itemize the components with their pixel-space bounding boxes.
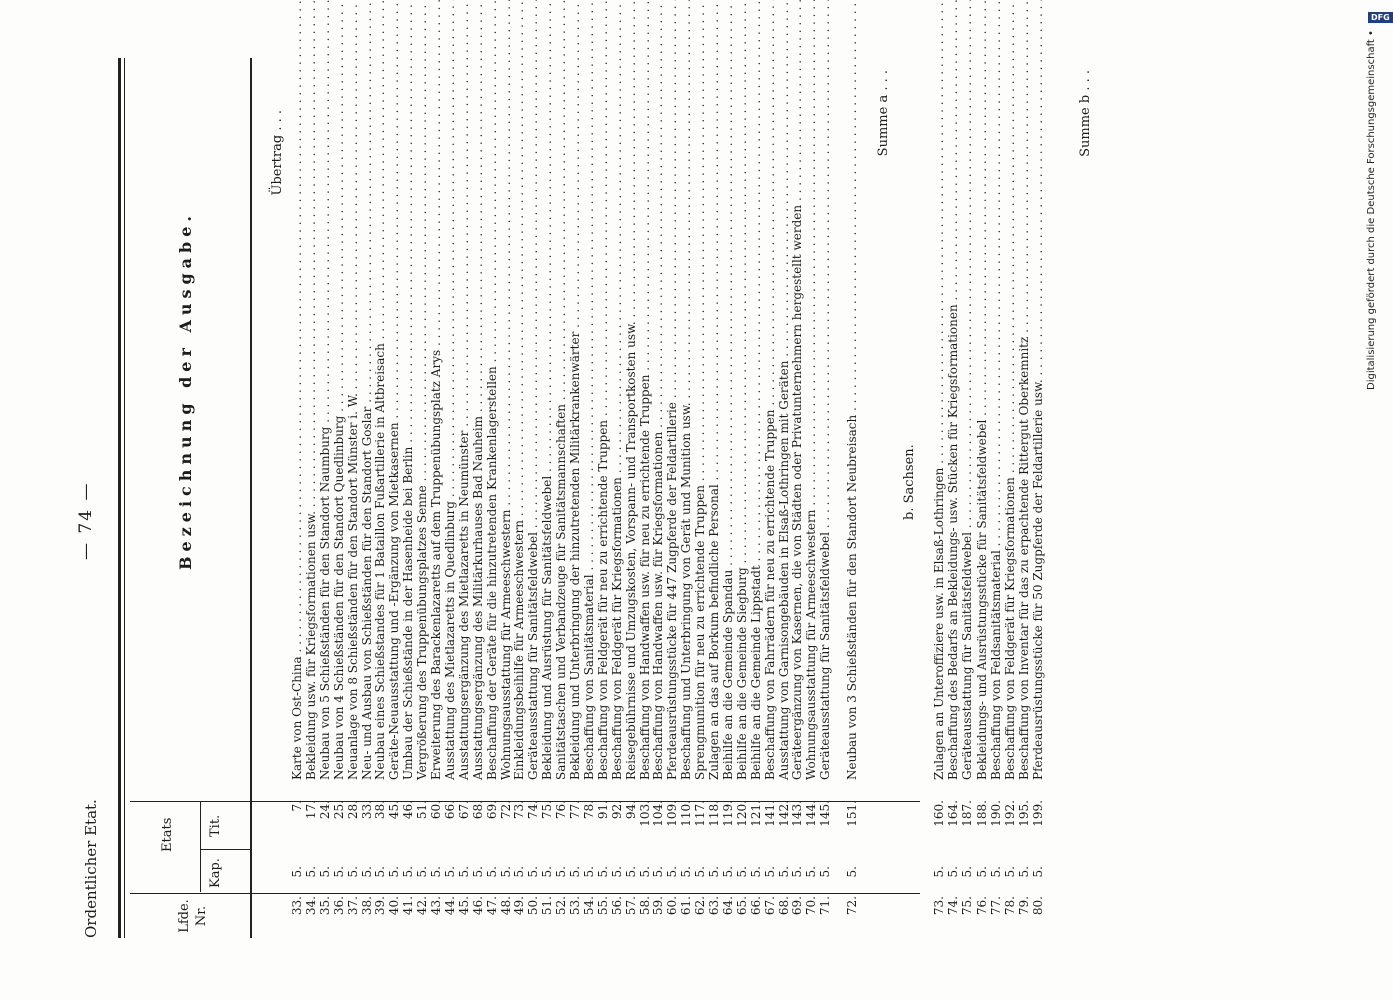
row-text: Beihilfe an die Gemeinde Lippstadt . . .	[749, 50, 763, 780]
row-text: Umbau der Schießstände in der Hasenheide bei Berlin . . .	[401, 50, 415, 780]
row-tit: 69.	[484, 800, 499, 820]
table-row	[721, 40, 735, 940]
row-tit: 17.	[303, 800, 318, 820]
row-nr: 38.	[359, 896, 374, 916]
row-nr: 79.	[1017, 896, 1032, 916]
row-nr: 40.	[387, 896, 402, 916]
row-tit: 92.	[609, 800, 624, 820]
table-row	[790, 40, 804, 940]
row-kap: 5.	[665, 866, 680, 878]
row-kap: 5.	[637, 866, 652, 878]
row-nr: 68.	[776, 896, 791, 916]
row-text: Wohnungsausstattung für Armeeschwestern . . .	[804, 50, 818, 780]
row-kap: 5.	[540, 866, 555, 878]
row-nr: 46.	[470, 896, 485, 916]
etats-rule	[200, 802, 201, 892]
row-nr: 57.	[623, 896, 638, 916]
table-row	[946, 40, 960, 940]
table-row	[415, 40, 429, 940]
row-tit: 60.	[429, 800, 443, 820]
row-tit: 25.	[331, 800, 346, 820]
row-text: Beschaffung und Unterbringung von Gerät und Munition usw. . . .	[679, 50, 693, 780]
row-text: Bekleidung und Ausrüstung für Sanitätsfeldwebel . . .	[540, 50, 554, 780]
row-text: Zulagen an das auf Borkum befindliche Personal . . .	[707, 50, 721, 780]
row-nr: 59.	[651, 896, 666, 916]
row-text: Geräteausstattung für Sanitätsfeldwebel . . .	[818, 50, 832, 780]
row-kap: 5.	[317, 866, 332, 878]
row-text: Geräteausstattung für Sanitätsfeldwebel . . .	[960, 50, 974, 780]
row-tit: 164.	[946, 800, 961, 827]
row-tit: 33.	[359, 800, 374, 820]
row-kap: 5.	[1017, 866, 1032, 878]
row-tit: 121.	[748, 800, 763, 827]
row-text: Geräte-Neuausstattung und -Ergänzung von Mietkasernen . . .	[387, 50, 401, 780]
table-row	[471, 40, 485, 940]
row-nr: 51.	[540, 896, 555, 916]
row-kap: 5.	[512, 866, 527, 878]
row-nr: 73.	[932, 896, 946, 916]
row-tit: 199.	[1031, 800, 1046, 827]
table-row	[818, 40, 832, 940]
row-nr: 65.	[734, 896, 749, 916]
row-kap: 5.	[748, 866, 763, 878]
row-tit: 188.	[974, 800, 989, 827]
row-nr: 50.	[526, 896, 541, 916]
row-text: Bekleidung usw. für Kriegsformationen usw. . . .	[304, 50, 318, 780]
row-kap: 5.	[776, 866, 791, 878]
row-kap: 5.	[845, 866, 859, 878]
row-tit: 74.	[526, 800, 541, 820]
header-bottom-rule	[250, 58, 252, 938]
row-nr: 49.	[512, 896, 527, 916]
row-nr: 41.	[401, 896, 416, 916]
row-kap: 5.	[331, 866, 346, 878]
row-text: Beihilfe an die Gemeinde Siegburg . . .	[735, 50, 749, 780]
row-tit: 38.	[373, 800, 388, 820]
row-text: Einkleidungsbeihilfe für Armeeschwestern . . .	[512, 50, 526, 780]
row-kap: 5.	[932, 866, 946, 878]
row-tit: 72.	[498, 800, 513, 820]
row-tit: 75.	[540, 800, 555, 820]
row-text: Bekleidung und Unterbringung der hinzutretenden Militärkrankenwärter . . .	[568, 50, 582, 780]
row-kap: 5.	[303, 866, 318, 878]
row-text: Reisegebührnisse und Umzugskosten, Vorspann- und Transportkosten usw. . . .	[624, 50, 638, 780]
row-nr: 78.	[1003, 896, 1017, 916]
table-row	[401, 40, 415, 940]
table-row	[332, 40, 346, 940]
row-kap: 5.	[734, 866, 749, 878]
row-text: Neubau von 3 Schießständen für den Standort Neubreisach . . .	[845, 50, 859, 780]
table-row	[624, 40, 638, 940]
table-row	[679, 40, 693, 940]
table-row	[596, 40, 610, 940]
row-nr: 77.	[988, 896, 1003, 916]
row-text: Geräteergänzung von Kasernen, die von Städten oder Privatunternehmern hergestellt werden . . .	[790, 50, 804, 780]
row-kap: 5.	[623, 866, 638, 878]
row-text: Ausstattung des Mietlazaretts in Quedlinburg . . .	[443, 50, 457, 780]
row-tit: 119.	[720, 800, 735, 827]
table-row	[804, 40, 818, 940]
row-kap: 5.	[345, 866, 360, 878]
row-nr: 71.	[818, 896, 833, 916]
table-row	[845, 40, 859, 940]
row-text: Pferdeausrüstungsstücke für 447 Zugpferde der Feldartillerie . . .	[665, 50, 679, 780]
row-nr: 69.	[790, 896, 805, 916]
row-kap: 5.	[442, 866, 457, 878]
table-row	[499, 40, 513, 940]
top-double-rule	[118, 58, 121, 938]
table-row	[304, 40, 318, 940]
table-row	[443, 40, 457, 940]
row-kap: 5.	[526, 866, 541, 878]
digitization-credit: Digitalisierung gefördert durch die Deutsche Forschungsgemeinschaft •	[1366, 30, 1377, 390]
table-row	[707, 40, 721, 940]
row-kap: 5.	[762, 866, 777, 878]
row-kap: 5.	[470, 866, 485, 878]
row-nr: 34.	[303, 896, 318, 916]
row-kap: 5.	[415, 866, 430, 878]
row-kap: 5.	[595, 866, 610, 878]
row-kap: 5.	[581, 866, 596, 878]
table-row	[1017, 40, 1031, 940]
row-text: Beihilfe an die Gemeinde Spandau . . .	[721, 50, 735, 780]
row-nr: 54.	[581, 896, 596, 916]
row-kap: 5.	[988, 866, 1003, 878]
row-nr: 67.	[762, 896, 777, 916]
table-row	[554, 40, 568, 940]
table-row	[373, 40, 387, 940]
table-row	[387, 40, 401, 940]
row-nr: 76.	[974, 896, 989, 916]
row-tit: 117.	[693, 800, 708, 827]
table-row	[749, 40, 763, 940]
row-kap: 5.	[373, 866, 388, 878]
row-tit: 51.	[415, 800, 430, 820]
row-nr: 60.	[665, 896, 680, 916]
table-row	[932, 40, 946, 940]
table-row	[485, 40, 499, 940]
row-tit: 78.	[581, 800, 596, 820]
page-number: — 74 —	[76, 481, 96, 560]
row-tit: 67.	[456, 800, 471, 820]
row-text: Beschaffung von Sanitätsmaterial . . .	[582, 50, 596, 780]
row-text: Neubau von 5 Schießständen für den Standort Naumburg . . .	[318, 50, 332, 780]
row-kap: 5.	[554, 866, 569, 878]
row-nr: 45.	[456, 896, 471, 916]
table-row	[638, 40, 652, 940]
row-tit: 24.	[317, 800, 332, 820]
row-nr: 42.	[415, 896, 430, 916]
table-row	[1003, 40, 1017, 940]
row-kap: 5.	[679, 866, 694, 878]
row-kap: 5.	[359, 866, 374, 878]
row-tit: 187.	[960, 800, 975, 827]
row-text: Zulagen an Unteroffiziere usw. in Elsaß-Lothringen . . .	[932, 50, 946, 780]
section-b-heading: b. Sachsen.	[902, 444, 917, 520]
row-text: Wohnungsausstattung für Armeeschwestern . . .	[499, 50, 513, 780]
row-nr: 66.	[748, 896, 763, 916]
row-tit: 195.	[1017, 800, 1032, 827]
row-tit: 120.	[734, 800, 749, 827]
table-row	[735, 40, 749, 940]
row-tit: 118.	[707, 800, 721, 827]
row-tit: 141.	[762, 800, 777, 827]
row-text: Sanitätstaschen und Verbandzeuge für Sanitätsmannschaften . . .	[554, 50, 568, 780]
column-kap: Kap.	[208, 858, 223, 888]
row-nr: 43.	[429, 896, 443, 916]
table-row	[777, 40, 791, 940]
table-row	[665, 40, 679, 940]
header-left: Ordentlicher Etat.	[82, 799, 100, 938]
row-text: Karte von Ost-China . . .	[290, 50, 304, 780]
row-nr: 62.	[693, 896, 708, 916]
row-text: Neu- und Ausbau von Schießständen für den Standort Goslar . . .	[360, 50, 374, 780]
row-tit: 7.	[290, 800, 304, 812]
row-tit: 103.	[637, 800, 652, 827]
row-tit: 145.	[818, 800, 833, 827]
row-text: Vergrößerung des Truppenübungsplatzes Senne . . .	[415, 50, 429, 780]
table-row	[989, 40, 1003, 940]
row-kap: 5.	[693, 866, 708, 878]
row-text: Beschaffung von Handwaffen usw. für neu zu errichtende Truppen . . .	[638, 50, 652, 780]
table-row	[693, 40, 707, 940]
row-kap: 5.	[290, 866, 304, 878]
row-nr: 53.	[568, 896, 582, 916]
row-kap: 5.	[651, 866, 666, 878]
row-tit: 66.	[442, 800, 457, 820]
row-kap: 5.	[498, 866, 513, 878]
row-kap: 5.	[1031, 866, 1046, 878]
row-tit: 190.	[988, 800, 1003, 827]
top-thin-rule	[124, 58, 125, 938]
row-nr: 74.	[946, 896, 961, 916]
row-tit: 142.	[776, 800, 791, 827]
column-lfde-nr: Lfde. Nr.	[177, 899, 209, 933]
row-nr: 35.	[317, 896, 332, 916]
row-tit: 46.	[401, 800, 416, 820]
row-nr: 80.	[1031, 896, 1046, 916]
row-nr: 70.	[804, 896, 819, 916]
table-row	[651, 40, 665, 940]
table-row	[526, 40, 540, 940]
row-text: Pferdeausrüstungsstücke für 50 Zugpferde der Feldartillerie usw. . . .	[1031, 50, 1045, 780]
row-nr: 48.	[498, 896, 513, 916]
row-text: Beschaffung des Bedarfs an Bekleidungs- usw. Stücken für Kriegsformationen . . .	[946, 50, 960, 780]
row-tit: 68.	[470, 800, 485, 820]
column-tit: Tit.	[208, 814, 223, 837]
row-tit: 76.	[554, 800, 569, 820]
row-kap: 5.	[609, 866, 624, 878]
row-tit: 160.	[932, 800, 946, 827]
row-kap: 5.	[720, 866, 735, 878]
table-row	[540, 40, 554, 940]
row-nr: 61.	[679, 896, 694, 916]
row-text: Beschaffung von Handwaffen usw. für Kriegsformationen . . .	[651, 50, 665, 780]
row-text: Ausstattungsergänzung des Militärkurhauses Bad Nauheim . . .	[471, 50, 485, 780]
row-text: Sprengmunition für neu zu errichtende Truppen . . .	[693, 50, 707, 780]
row-nr: 47.	[484, 896, 499, 916]
row-text: Neubau von 4 Schießständen für den Standort Quedlinburg . . .	[332, 50, 346, 780]
row-nr: 39.	[373, 896, 388, 916]
row-tit: 45.	[387, 800, 402, 820]
summe-a: Summe a . . .	[876, 70, 891, 157]
table-row	[290, 40, 304, 940]
table-row	[512, 40, 526, 940]
row-tit: 144.	[804, 800, 819, 827]
table-row	[429, 40, 443, 940]
column-etats: Etats	[160, 817, 175, 852]
summe-b: Summe b . . .	[1078, 70, 1093, 157]
kap-tit-divider	[200, 849, 250, 850]
row-text: Neuanlage von 8 Schießständen für den Standort Münster i. W. . . .	[346, 50, 360, 780]
row-nr: 72.	[845, 896, 859, 916]
row-text: Bekleidungs- und Ausrüstungsstücke für Sanitätsfeldwebel . . .	[975, 50, 989, 780]
table-row	[975, 40, 989, 940]
row-text: Ausstattung von Garnisongebäuden in Elsaß-Lothringen mit Geräten . . .	[777, 50, 791, 780]
table-row	[318, 40, 332, 940]
row-tit: 192.	[1003, 800, 1017, 827]
row-text: Erweiterung des Barackenlazaretts auf dem Truppenübungsplatz Arys . . .	[429, 50, 443, 780]
row-tit: 91.	[595, 800, 610, 820]
row-text: Beschaffung von Feldgerät für Kriegsformationen . . .	[610, 50, 624, 780]
row-tit: 110.	[679, 800, 694, 827]
row-tit: 28.	[345, 800, 360, 820]
row-tit: 143.	[790, 800, 805, 827]
row-text: Beschaffung von Feldsanitätsmaterial . . .	[989, 50, 1003, 780]
row-text: Beschaffung von Fahrrädern für neu zu errichtende Truppen . . .	[763, 50, 777, 780]
row-nr: 56.	[609, 896, 624, 916]
row-kap: 5.	[456, 866, 471, 878]
row-nr: 64.	[720, 896, 735, 916]
row-text: Beschaffung der Geräte für die hinzutretenden Krankenlagerstellen . . .	[485, 50, 499, 780]
row-kap: 5.	[387, 866, 402, 878]
row-text: Beschaffung von Inventar für das zu erpachtende Rittergut Oberkemnitz . . .	[1017, 50, 1031, 780]
row-nr: 37.	[345, 896, 360, 916]
row-nr: 33.	[290, 896, 304, 916]
row-text: Ausstattungsergänzung des Mietlazaretts in Neumünster . . .	[457, 50, 471, 780]
row-tit: 77.	[568, 800, 582, 820]
table-row	[1031, 40, 1045, 940]
row-kap: 5.	[818, 866, 833, 878]
row-text: Neubau eines Schießstandes für 1 Bataillon Fußartillerie in Altbreisach . . .	[373, 50, 387, 780]
row-nr: 36.	[331, 896, 346, 916]
row-kap: 5.	[946, 866, 961, 878]
table-row	[610, 40, 624, 940]
row-kap: 5.	[484, 866, 499, 878]
row-tit: 73.	[512, 800, 527, 820]
row-kap: 5.	[707, 866, 721, 878]
uebertrag: Übertrag . . .	[270, 110, 285, 196]
row-nr: 55.	[595, 896, 610, 916]
row-kap: 5.	[960, 866, 975, 878]
row-tit: 94.	[623, 800, 638, 820]
table-row	[346, 40, 360, 940]
row-nr: 63.	[707, 896, 721, 916]
table-row	[568, 40, 582, 940]
row-tit: 104.	[651, 800, 666, 827]
row-kap: 5.	[974, 866, 989, 878]
row-nr: 44.	[442, 896, 457, 916]
table-row	[763, 40, 777, 940]
row-kap: 5.	[429, 866, 443, 878]
dfg-logo: DFG	[1368, 12, 1393, 23]
row-text: Beschaffung von Feldgerät für neu zu errichtende Truppen . . .	[596, 50, 610, 780]
row-text: Geräteausstattung für Sanitätsfeldwebel . . .	[526, 50, 540, 780]
row-kap: 5.	[1003, 866, 1017, 878]
row-tit: 151.	[845, 800, 859, 827]
table-row	[960, 40, 974, 940]
column-bezeichnung: Bezeichnung der Ausgabe.	[176, 211, 195, 570]
row-kap: 5.	[401, 866, 416, 878]
row-kap: 5.	[804, 866, 819, 878]
row-kap: 5.	[790, 866, 805, 878]
row-text: Beschaffung von Feldgerät für Kriegsformationen . . .	[1003, 50, 1017, 780]
row-nr: 58.	[637, 896, 652, 916]
table-row	[582, 40, 596, 940]
row-kap: 5.	[568, 866, 582, 878]
row-tit: 109.	[665, 800, 680, 827]
table-row	[457, 40, 471, 940]
table-row	[360, 40, 374, 940]
row-nr: 75.	[960, 896, 975, 916]
row-nr: 52.	[554, 896, 569, 916]
